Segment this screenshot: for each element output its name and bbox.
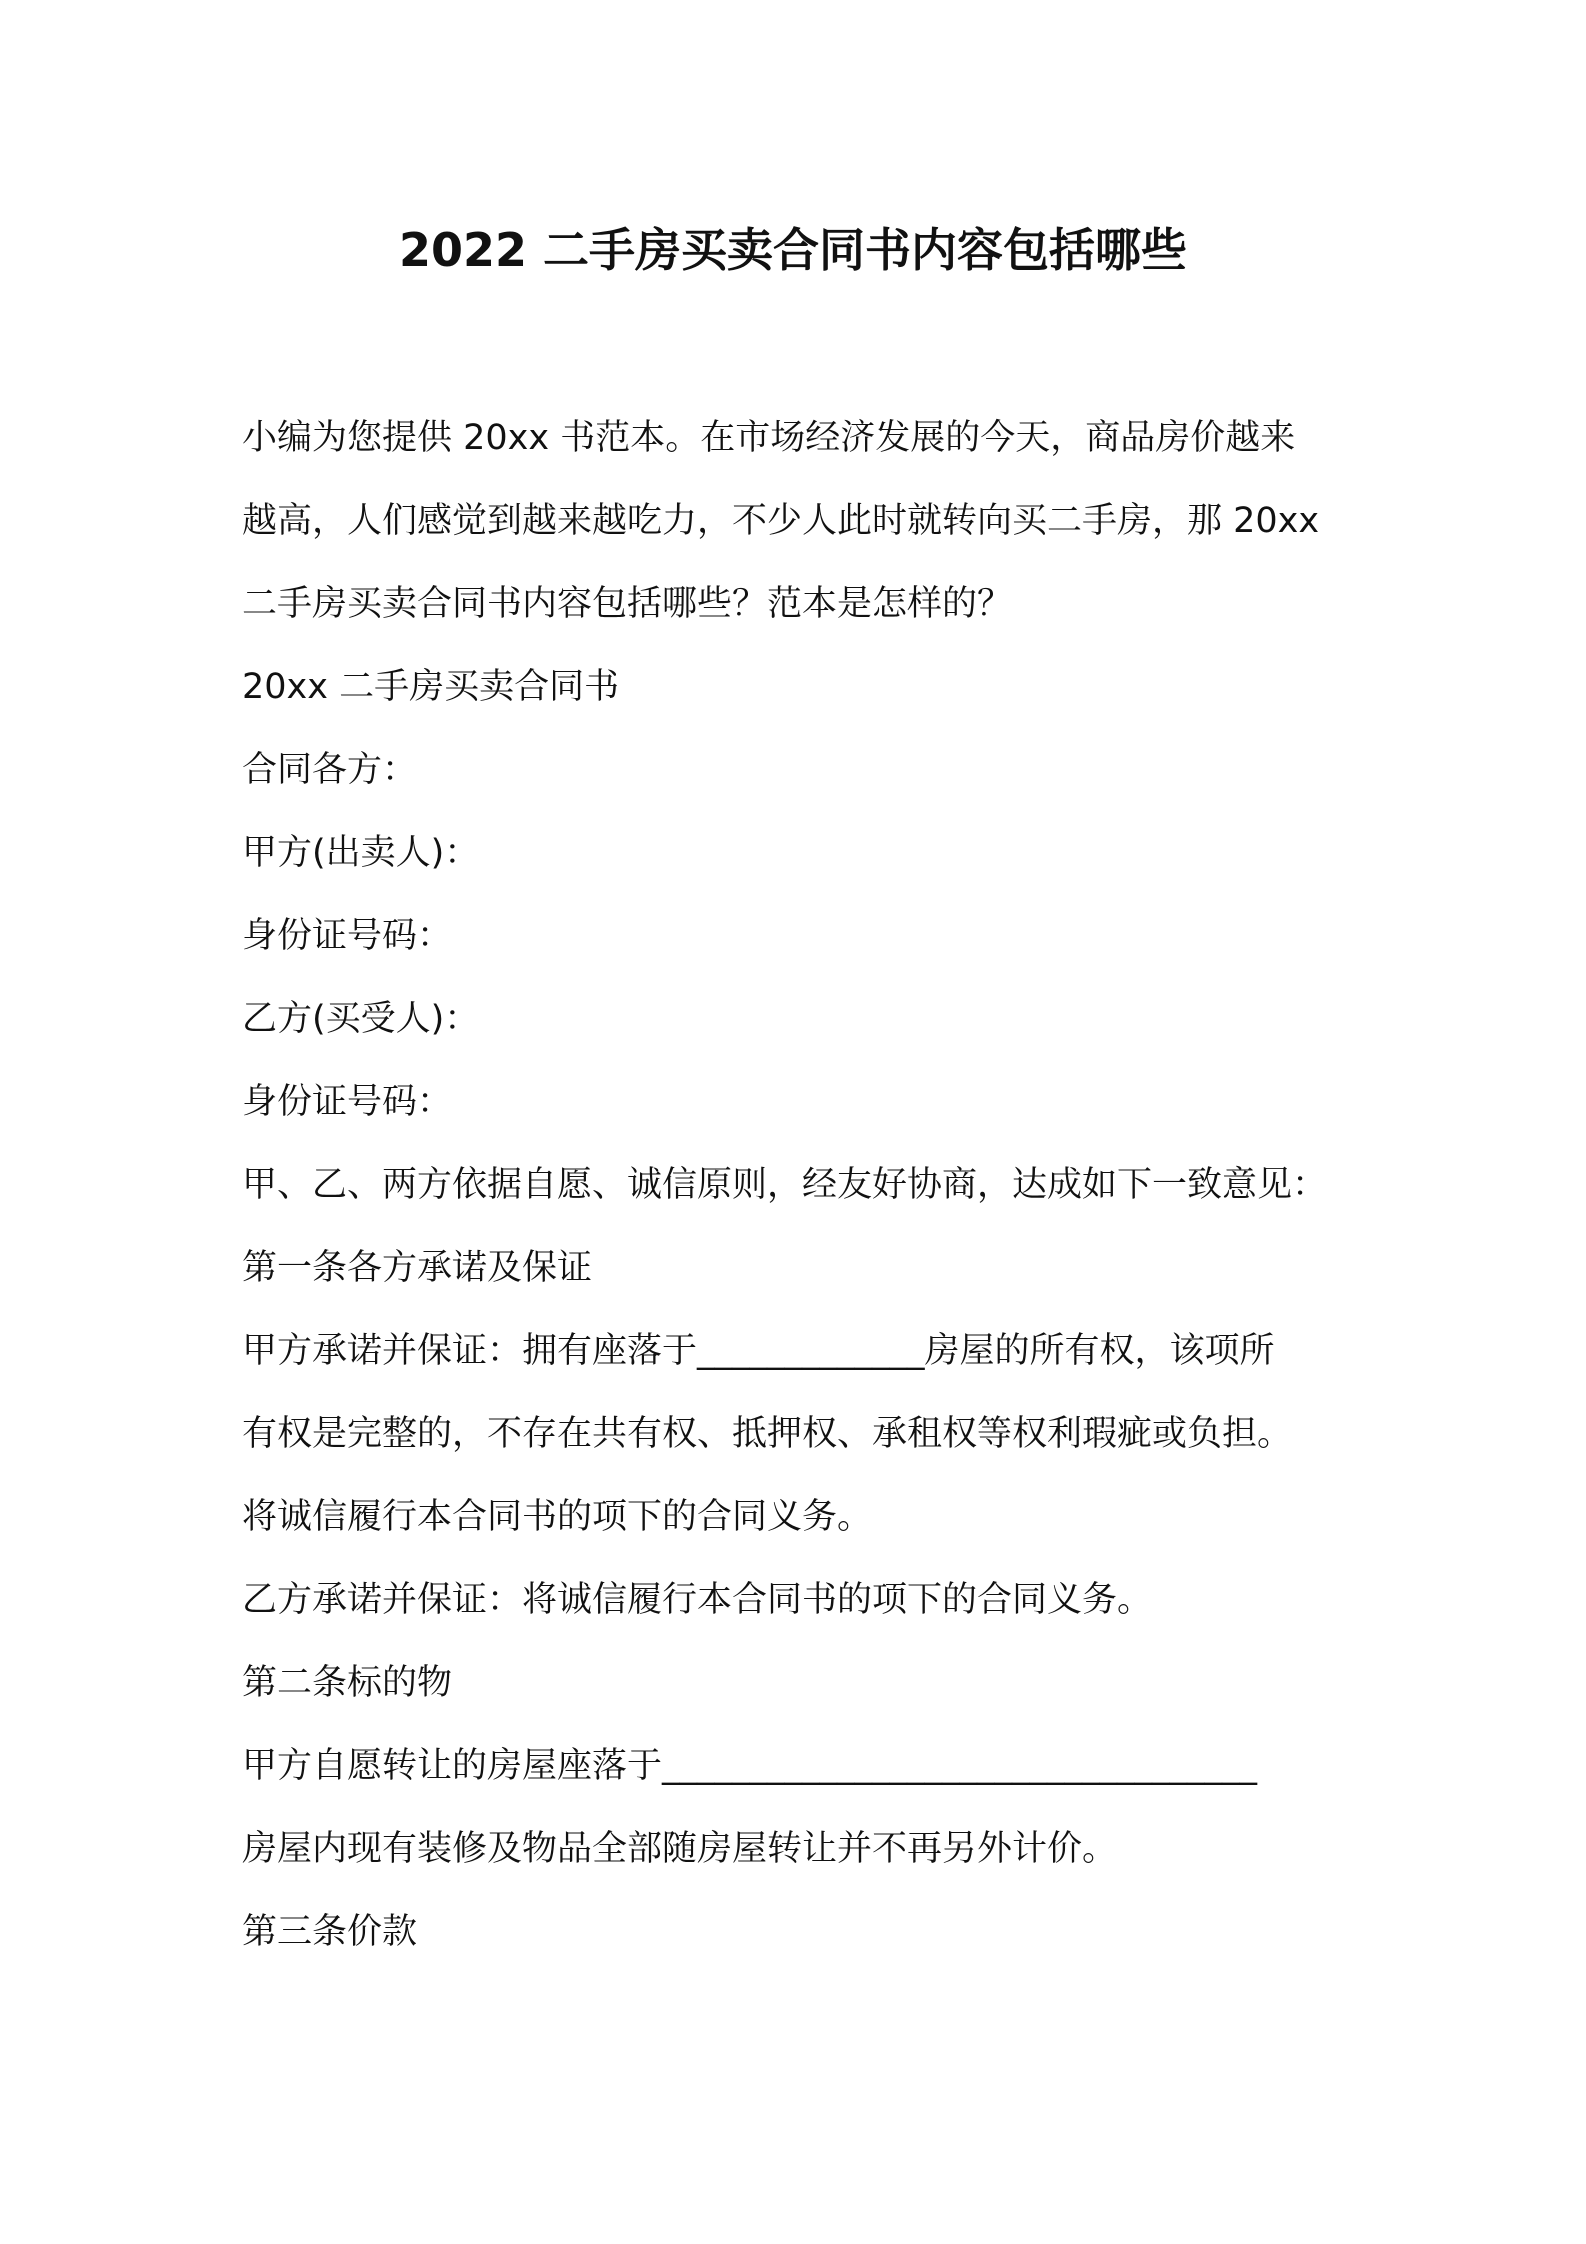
article-1-heading: 第一条各方承诺及保证 xyxy=(242,1248,593,1288)
article-1-para-1-line-1: 甲方承诺并保证：拥有座落于_____________房屋的所有权，该项所 xyxy=(242,1331,1275,1371)
intro-line-1: 小编为您提供 20xx 书范本。在市场经济发展的今天，商品房价越来 xyxy=(242,418,1296,458)
article-1-para-1-line-3: 将诚信履行本合同书的项下的合同义务。 xyxy=(242,1497,873,1537)
article-2-heading: 第二条标的物 xyxy=(242,1663,453,1703)
party-b-id-label: 身份证号码： xyxy=(242,1082,453,1122)
document-body xyxy=(242,408,1352,1985)
article-3-heading: 第三条价款 xyxy=(242,1912,418,1952)
contract-heading: 20xx 二手房买卖合同书 xyxy=(242,667,620,707)
document-title: 2022 二手房买卖合同书内容包括哪些 xyxy=(398,223,1188,277)
article-1-para-2: 乙方承诺并保证：将诚信履行本合同书的项下的合同义务。 xyxy=(242,1580,1153,1620)
article-1-para-1-line-2: 有权是完整的，不存在共有权、抵押权、承租权等权利瑕疵或负担。 xyxy=(242,1414,1293,1454)
parties-label: 合同各方： xyxy=(242,750,418,790)
party-a-label: 甲方(出卖人)： xyxy=(242,833,480,873)
party-a-id-label: 身份证号码： xyxy=(242,916,453,956)
intro-line-3: 二手房买卖合同书内容包括哪些？范本是怎样的？ xyxy=(242,584,1013,624)
intro-line-2: 越高，人们感觉到越来越吃力，不少人此时就转向买二手房，那 20xx xyxy=(242,501,1320,541)
article-2-para-2: 房屋内现有装修及物品全部随房屋转让并不再另外计价。 xyxy=(242,1829,1118,1869)
party-b-label: 乙方(买受人)： xyxy=(242,999,480,1039)
article-2-para-1: 甲方自愿转让的房屋座落于__________________________________ xyxy=(242,1746,1258,1786)
agreement-statement: 甲、乙、两方依据自愿、诚信原则，经友好协商，达成如下一致意见： xyxy=(242,1165,1328,1205)
